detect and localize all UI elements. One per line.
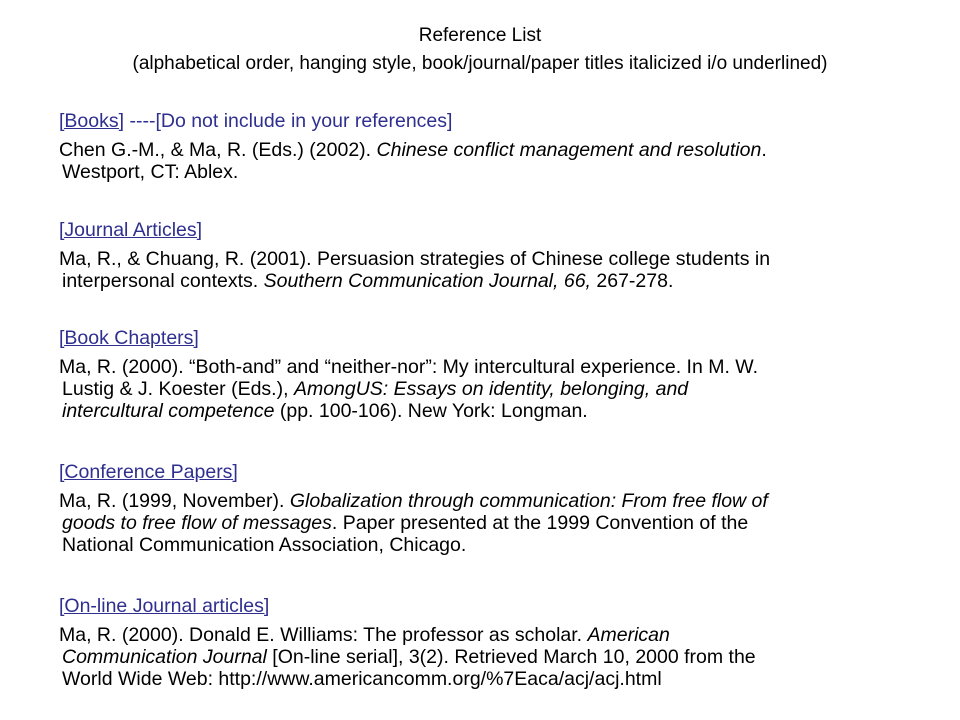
journal-articles-link[interactable]: [Journal Articles] bbox=[59, 219, 203, 241]
reference-italic-text: AmongUS: Essays on identity, belonging, and bbox=[293, 378, 689, 400]
section-header-book-chapters bbox=[59, 327, 199, 349]
reference-italic-text: Chinese conflict management and resolution bbox=[376, 139, 762, 161]
reference-text: 267-278. bbox=[590, 270, 674, 292]
reference-line bbox=[59, 378, 939, 400]
reference-italic-text: intercultural competence bbox=[62, 400, 275, 422]
books-note: ----[Do not include in your references] bbox=[124, 110, 453, 132]
reference-italic-text: goods to free flow of messages bbox=[62, 512, 332, 534]
reference-line bbox=[59, 646, 939, 668]
online-journal-articles-link[interactable]: [On-line Journal articles] bbox=[59, 595, 270, 617]
reference-entry bbox=[59, 490, 939, 556]
reference-text: World Wide Web: http://www.americancomm.org/%7Eaca/acj/acj.html bbox=[62, 668, 662, 690]
reference-text: Lustig & J. Koester (Eds.), bbox=[62, 378, 294, 400]
reference-text: [On-line serial], 3(2). Retrieved March 10, 2000 from the bbox=[266, 646, 756, 668]
section-header-conference-papers bbox=[59, 461, 238, 483]
reference-line bbox=[59, 270, 939, 292]
reference-line bbox=[59, 512, 939, 534]
reference-italic-text: Communication Journal bbox=[62, 646, 267, 668]
reference-text: Ma, R. (2000). “Both-and” and “neither-nor”: My intercultural experience. In M. W. bbox=[59, 356, 759, 378]
page-title: Reference List bbox=[418, 25, 542, 46]
page-subtitle: (alphabetical order, hanging style, book/journal/paper titles italicized i/o underlined) bbox=[132, 53, 828, 74]
reference-text: interpersonal contexts. bbox=[62, 270, 264, 292]
section-header-books bbox=[59, 110, 452, 132]
reference-text: National Communication Association, Chicago. bbox=[62, 534, 467, 556]
reference-line bbox=[59, 490, 939, 512]
reference-line bbox=[59, 534, 939, 556]
reference-entry bbox=[59, 139, 939, 183]
conference-papers-link[interactable]: [Conference Papers] bbox=[59, 461, 238, 483]
reference-entry bbox=[59, 356, 939, 422]
reference-line bbox=[59, 668, 939, 690]
reference-entry bbox=[59, 624, 939, 690]
reference-entry bbox=[59, 248, 939, 292]
reference-line bbox=[59, 139, 939, 161]
reference-line bbox=[59, 624, 939, 646]
reference-text: Westport, CT: Ablex. bbox=[62, 161, 239, 183]
reference-text: Ma, R. (1999, November). bbox=[59, 490, 290, 512]
reference-italic-text: Southern Communication Journal, 66, bbox=[263, 270, 591, 292]
reference-text: Chen G.-M., & Ma, R. (Eds.) (2002). bbox=[59, 139, 377, 161]
books-link[interactable]: [Books] bbox=[59, 110, 125, 132]
reference-text: . bbox=[761, 139, 767, 161]
reference-text: Ma, R., & Chuang, R. (2001). Persuasion strategies of Chinese college students in bbox=[59, 248, 771, 270]
section-header-online-journal-articles bbox=[59, 595, 269, 617]
reference-line bbox=[59, 248, 939, 270]
reference-italic-text: Globalization through communication: From free flow of bbox=[289, 490, 768, 512]
reference-text: (pp. 100-106). New York: Longman. bbox=[274, 400, 588, 422]
section-header-journal-articles bbox=[59, 219, 202, 241]
reference-line bbox=[59, 356, 939, 378]
reference-text: Ma, R. (2000). Donald E. Williams: The professor as scholar. bbox=[59, 624, 588, 646]
book-chapters-link[interactable]: [Book Chapters] bbox=[59, 327, 199, 349]
reference-line bbox=[59, 161, 939, 183]
reference-line bbox=[59, 400, 939, 422]
reference-text: . Paper presented at the 1999 Convention of the bbox=[331, 512, 749, 534]
reference-italic-text: American bbox=[587, 624, 670, 646]
